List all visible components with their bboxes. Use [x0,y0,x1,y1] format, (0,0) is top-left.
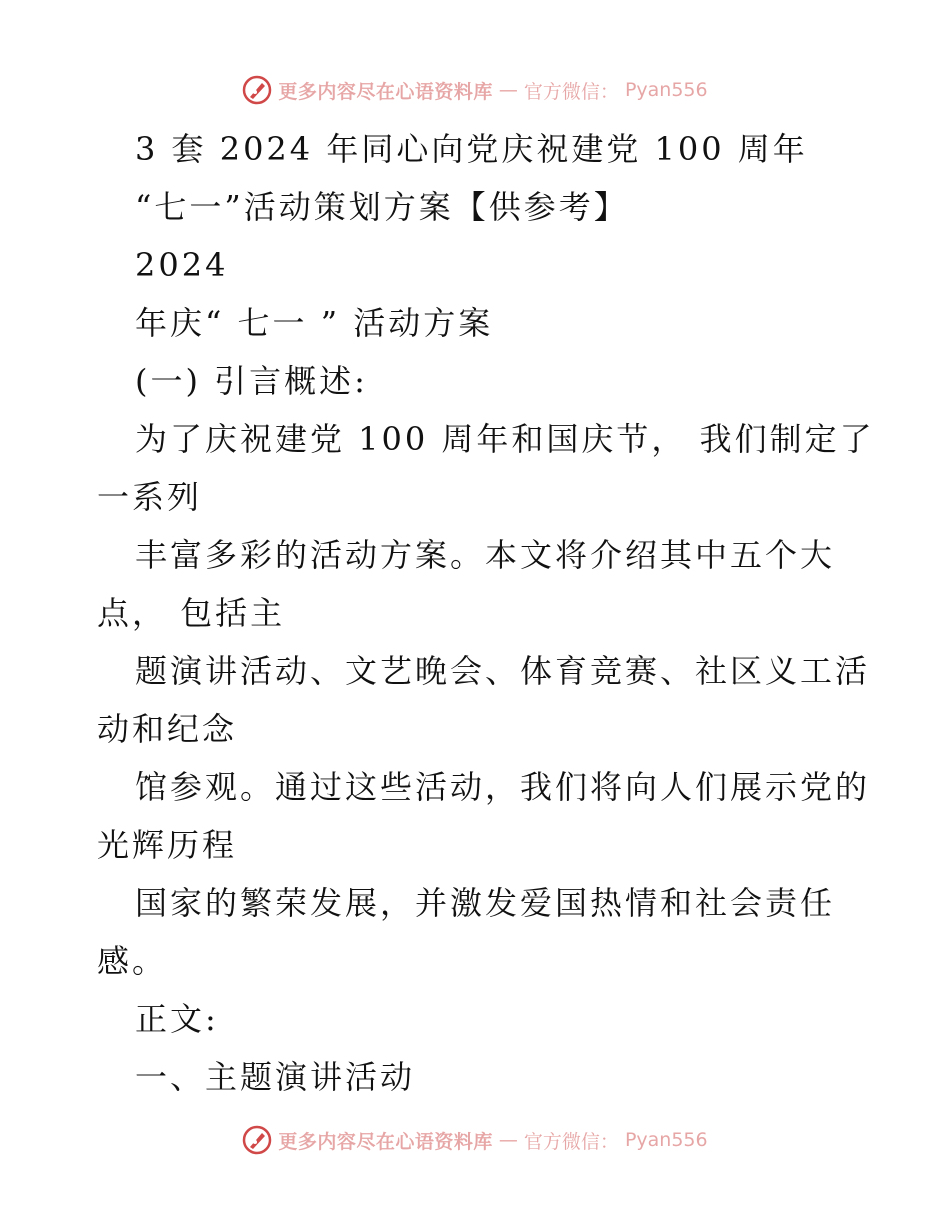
document-body [97,120,875,1106]
text-line: 国家的繁荣发展，并激发爱国热情和社会责任 [135,884,836,922]
section-heading: 一、主题演讲活动 [135,1058,416,1096]
watermark-text: 更多内容尽在心语资料库 [278,80,493,103]
watermark-separator: — [498,1129,518,1151]
watermark-separator: — [498,79,518,101]
title-line-2: “七一”活动策划方案【供参考】 [135,188,629,226]
text-line: 光辉历程 [97,826,238,864]
text-line: 为了庆祝建党 100 周年和国庆节， 我们制定了 [135,420,875,458]
text-line: 丰富多彩的活动方案。本文将介绍其中五个大 [135,536,836,574]
footer-watermark [0,1120,950,1160]
text-line: 2024 [135,246,229,284]
text-line: 点， 包括主 [97,594,286,632]
section-heading: (一) 引言概述: [135,362,368,400]
section-heading: 正文: [135,1000,219,1038]
text-line: 馆参观。通过这些活动，我们将向人们展示党的 [135,768,871,806]
watermark-text: 更多内容尽在心语资料库 [278,1130,493,1153]
quill-logo-icon [242,75,272,105]
text-line: 动和纪念 [97,710,238,748]
title-line-1: 3 套 2024 年同心向党庆祝建党 100 周年 [135,130,808,168]
watermark-contact-value: Pyan556 [624,1129,708,1151]
watermark-contact-label: 官方微信： [523,1130,619,1153]
text-line: 一系列 [97,478,203,516]
watermark-contact-label: 官方微信： [523,80,619,103]
header-watermark [0,70,950,110]
watermark-contact-value: Pyan556 [624,79,708,101]
text-line: 感。 [97,942,168,980]
quill-logo-icon [242,1125,272,1155]
text-line: 年庆“ 七一 ” 活动方案 [135,304,494,342]
text-line: 题演讲活动、文艺晚会、体育竞赛、社区义工活 [135,652,871,690]
